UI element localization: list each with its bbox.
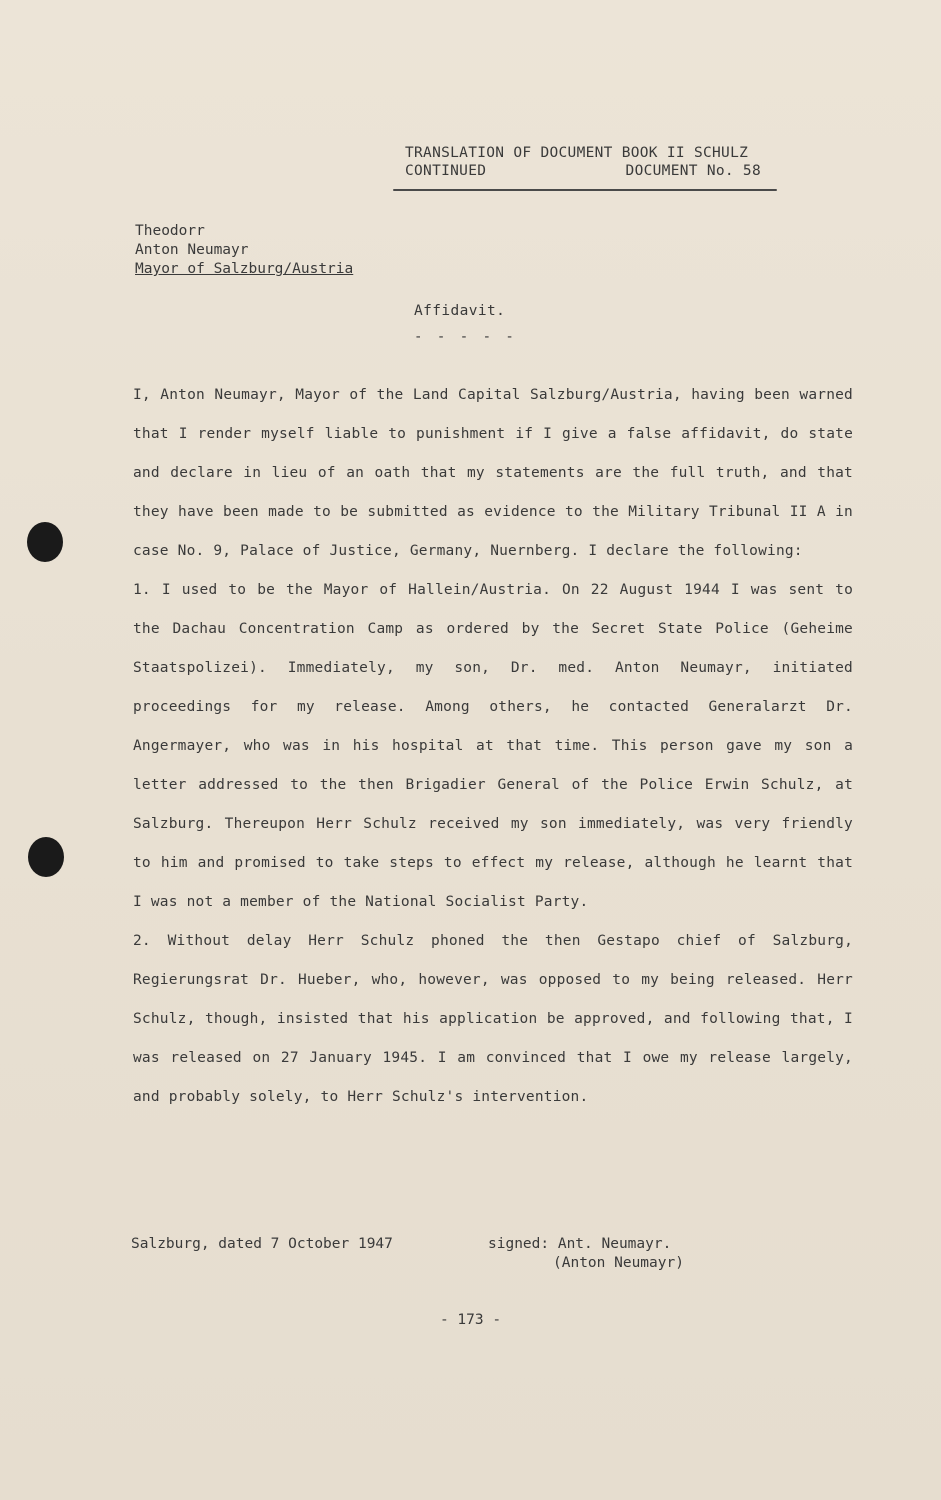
printed-name: (Anton Neumayr) xyxy=(553,1255,684,1271)
place-and-date: Salzburg, dated 7 October 1947 xyxy=(131,1236,393,1252)
punch-hole-top xyxy=(27,522,63,562)
header-rule xyxy=(393,189,777,191)
page-number: - 173 - xyxy=(439,1312,502,1328)
affidavit-body xyxy=(133,376,853,1117)
title-dashes: - - - - - xyxy=(414,329,517,345)
header-continued: CONTINUED xyxy=(405,163,487,179)
document-title: Affidavit. xyxy=(414,303,506,319)
header-title: TRANSLATION OF DOCUMENT BOOK II SCHULZ xyxy=(405,145,749,161)
affiant-address-block xyxy=(135,222,353,279)
punch-hole-bottom xyxy=(28,837,64,877)
intro-paragraph: I, Anton Neumayr, Mayor of the Land Capital Salzburg/Austria, having been warned that I render myself liable to punishment if I give a false affidavit, do state and declare in lieu of an oath that my statements are the full truth, and that they have been made to be submitted as evidence to the Military Tribunal II A in case No. 9, Palace of Justice, Germany, Nuernberg. I declare the following: xyxy=(133,387,853,559)
address-line-1: Theodorr xyxy=(135,223,205,239)
signed-line: signed: Ant. Neumayr. xyxy=(488,1236,672,1252)
address-line-2: Anton Neumayr xyxy=(135,242,249,258)
paragraph-1: 1. I used to be the Mayor of Hallein/Austria. On 22 August 1944 I was sent to the Dachau Concentration Camp as ordered by the Secret State Police (Geheime Staatspolizei). Immediately, my son, Dr. med. Anton Neumayr, initiated proceedings for my release. Among others, he contacted Generalarzt Dr. Angermayer, who was in his hospital at that time. This person gave my son a letter addressed to the then Brigadier General of the Police Erwin Schulz, at Salzburg. Thereupon Herr Schulz received my son immediately, was very friendly to him and promised to take steps to effect my release, although he learnt that I was not a member of the National Socialist Party. xyxy=(133,582,853,910)
header-document-number: DOCUMENT No. 58 xyxy=(625,163,761,179)
address-line-3: Mayor of Salzburg/Austria xyxy=(135,261,354,277)
document-header xyxy=(405,144,785,180)
paragraph-2: 2. Without delay Herr Schulz phoned the then Gestapo chief of Salzburg, Regierungsrat Dr. Hueber, who, however, was opposed to my being released. Herr Schulz, though, insisted that his application be approved, and following that, I was released on 27 January 1945. I am convinced that I owe my release largely, and probably solely, to Herr Schulz's intervention. xyxy=(133,933,853,1105)
